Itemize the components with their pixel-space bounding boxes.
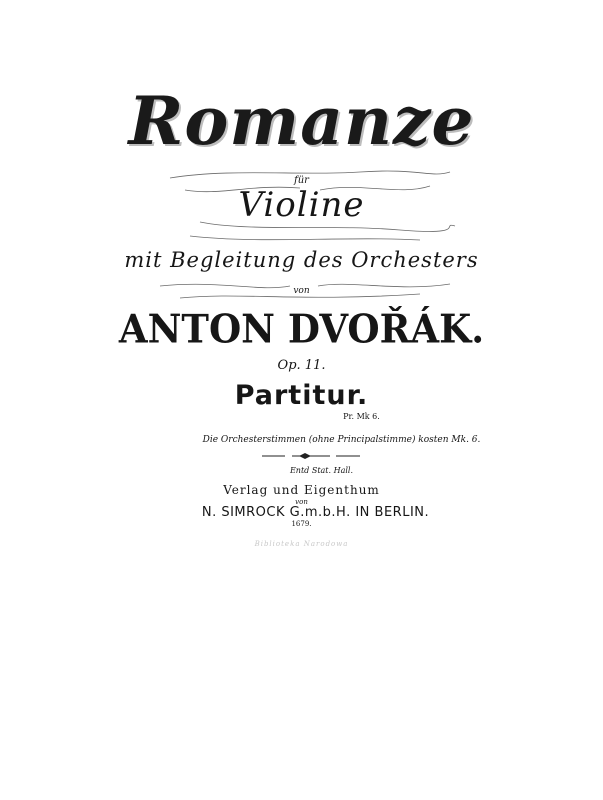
plate-number: 1679. bbox=[291, 520, 312, 528]
publisher-line: Verlag und Eigenthum bbox=[223, 483, 380, 497]
publisher-name: N. SIMROCK G.m.b.H. IN BERLIN. bbox=[201, 505, 430, 520]
by-word: von bbox=[293, 286, 310, 296]
library-stamp: Biblioteka Narodowa bbox=[254, 540, 349, 548]
opus-number: Op. 11. bbox=[277, 358, 326, 373]
price: Pr. Mk 6. bbox=[343, 412, 380, 421]
edition-type: Partitur. bbox=[234, 380, 369, 411]
registration-note: Entd Stat. Hall. bbox=[289, 466, 354, 475]
parts-note: Die Orchesterstimmen (ohne Principalstimme) kosten Mk. 6. bbox=[202, 435, 481, 445]
from-word: von bbox=[295, 498, 308, 506]
title: Romanze bbox=[128, 82, 475, 160]
accompaniment: mit Begleitung des Orchesters bbox=[124, 248, 479, 272]
instrument: Violine bbox=[238, 185, 365, 225]
for-word: für bbox=[294, 175, 309, 186]
composer-name: ANTON DVOŘÁK. bbox=[118, 305, 485, 353]
